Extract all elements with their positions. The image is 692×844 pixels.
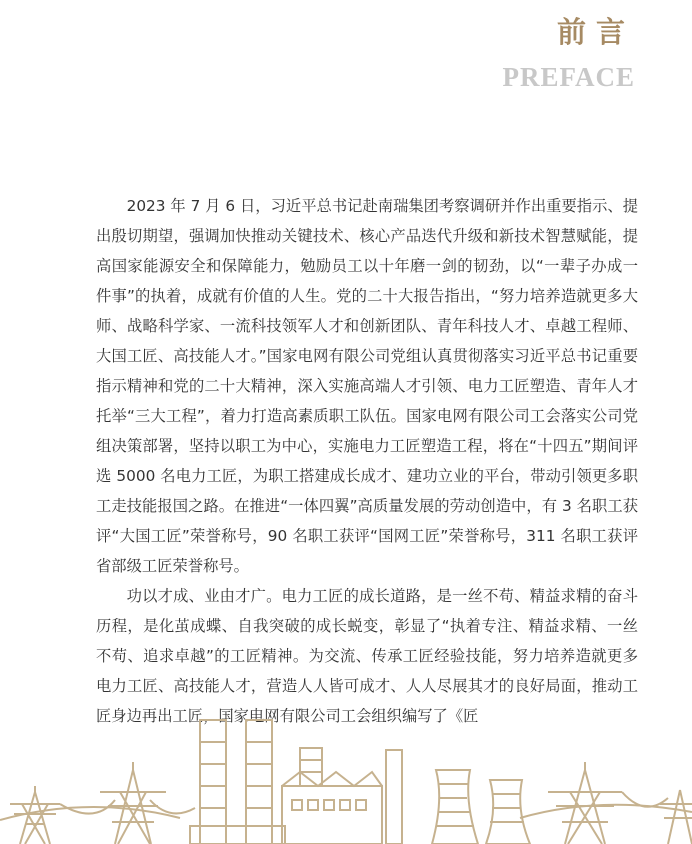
page-subtitle: PREFACE [502,62,635,92]
transmission-tower-icon [660,790,692,844]
preface-body [96,191,638,731]
cooling-tower-icon [432,770,530,844]
power-industry-skyline-icon [0,700,692,844]
page-title: 前言 [556,15,635,49]
transmission-tower-icon [10,786,60,844]
transmission-tower-icon [548,762,622,844]
factory-icon [190,720,402,844]
paragraph-2: 功以才成、业由才广。电力工匠的成长道路，是一丝不苟、精益求精的奋斗历程，是化茧成蝶、自我突破的成长蜕变，彰显了“执着专注、精益求精、一丝不苟、追求卓越”的工匠精神。为交流、传承工匠经验技能，努力培养造就更多电力工匠、高技能人才，营造人人皆可成才、人人尽展其才的良好局面，推动工匠身边再出工匠，国家电网有限公司工会组织编写了《匠 [96,587,638,725]
transmission-tower-icon [100,762,166,844]
paragraph-1: 2023 年 7 月 6 日，习近平总书记赴南瑞集团考察调研并作出重要指示、提出殷切期望，强调加快推动关键技术、核心产品迭代升级和新技术智慧赋能，提高国家能源安全和保障能力，勉励员工以十年磨一剑的韧劲，以“一辈子办成一件事”的执着，成就有价值的人生。党的二十大报告指出，“努力培养造就更多大师、战略科学家、一流科技领军人才和创新团队、青年科技人才、卓越工程师、大国工匠、高技能人才。”国家电网有限公司党组认真贯彻落实习近平总书记重要指示精神和党的二十大精神，深入实施高端人才引领、电力工匠塑造、青年人才托举“三大工程”，着力打造高素质职工队伍。国家电网有限公司工会落实公司党组决策部署，坚持以职工为中心，实施电力工匠塑造工程，将在“十四五”期间评选 5000 名电力工匠，为职工搭建成长成才、建功立业的平台，带动引领更多职工走技能报国之路。在推进“一体四翼”高质量发展的劳动创造中，有 3 名职工获评“大国工匠”荣誉称号，90 名职工获评“国网工匠”荣誉称号，311 名职工获评省部级工匠荣誉称号。 [96,197,638,575]
